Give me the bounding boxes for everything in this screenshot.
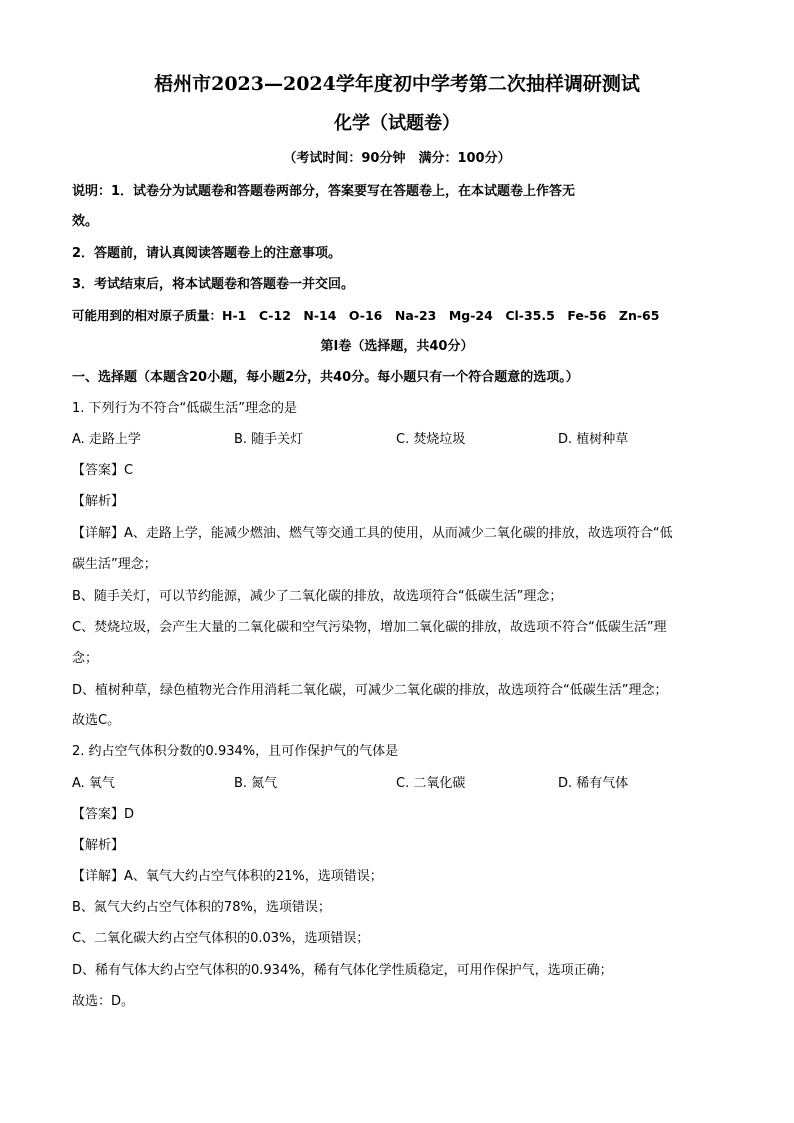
question-1-conclusion: 故选C。 bbox=[72, 713, 121, 728]
section-title: 第Ⅰ卷（选择题，共40分） bbox=[320, 339, 474, 354]
question-1-option-a: A. 走路上学 bbox=[72, 432, 141, 447]
question-2-option-c: C. 二氧化碳 bbox=[396, 776, 466, 791]
question-2-detail-line: C、二氧化碳大约占空气体积的0.03%，选项错误； bbox=[72, 931, 370, 946]
question-1-detail-line: 碳生活”理念； bbox=[72, 557, 157, 572]
question-2-detail-line: B、氮气大约占空气体积的78%，选项错误； bbox=[72, 900, 331, 915]
question-1-analysis-label: 【解析】 bbox=[72, 494, 125, 509]
document-title: 梧州市2023—2024学年度初中学考第二次抽样调研测试 bbox=[154, 73, 640, 95]
question-2-option-d: D. 稀有气体 bbox=[558, 776, 629, 791]
question-2-stem: 2. 约占空气体积分数的0.934%，且可作保护气的气体是 bbox=[72, 744, 399, 759]
question-2-answer: 【答案】D bbox=[72, 807, 135, 822]
instruction-line-1-cont: 效。 bbox=[72, 214, 99, 229]
instruction-line-1: 说明：1．试卷分为试题卷和答题卷两部分，答案要写在答题卷上，在本试题卷上作答无 bbox=[72, 184, 576, 199]
document-subtitle: 化学（试题卷） bbox=[334, 113, 460, 134]
question-2-option-b: B. 氮气 bbox=[234, 776, 278, 791]
question-2-detail-line: 【详解】A、氧气大约占空气体积的21%，选项错误； bbox=[72, 869, 383, 884]
question-1-option-b: B. 随手关灯 bbox=[234, 432, 304, 447]
instruction-line-2: 2．答题前，请认真阅读答题卷上的注意事项。 bbox=[72, 246, 342, 261]
instruction-line-3: 3．考试结束后，将本试题卷和答题卷一并交回。 bbox=[72, 277, 355, 292]
question-1-option-d: D. 植树种草 bbox=[558, 432, 629, 447]
question-2-option-a: A. 氧气 bbox=[72, 776, 115, 791]
atomic-masses: 可能用到的相对原子质量：H-1 C-12 N-14 O-16 Na-23 Mg-24 Cl-35.5 Fe-56 Zn-65 bbox=[72, 308, 660, 323]
question-1-detail-line: 【详解】A、走路上学，能减少燃油、燃气等交通工具的使用，从而减少二氧化碳的排放，故选项符合“低 bbox=[72, 526, 673, 541]
question-1-answer: 【答案】C bbox=[72, 463, 134, 478]
question-2-conclusion: 故选：D。 bbox=[72, 994, 135, 1009]
question-1-stem: 1. 下列行为不符合“低碳生活”理念的是 bbox=[72, 401, 298, 416]
question-1-detail-line: 念； bbox=[72, 651, 99, 666]
question-2-detail-line: D、稀有气体大约占空气体积的0.934%，稀有气体化学性质稳定，可用作保护气，选项正确； bbox=[72, 963, 613, 978]
question-1-detail-line: D、植树种草，绿色植物光合作用消耗二氧化碳，可减少二氧化碳的排放，故选项符合“低碳生活”理念； bbox=[72, 683, 668, 698]
question-2-analysis-label: 【解析】 bbox=[72, 838, 125, 853]
exam-info: （考试时间：90分钟 满分：100分） bbox=[283, 151, 511, 166]
part-heading: 一、选择题（本题含20小题，每小题2分，共40分。每小题只有一个符合题意的选项。） bbox=[72, 370, 579, 385]
question-1-detail-line: C、焚烧垃圾，会产生大量的二氧化碳和空气污染物，增加二氧化碳的排放，故选项不符合“低碳生活”理 bbox=[72, 620, 667, 635]
question-1-option-c: C. 焚烧垃圾 bbox=[396, 432, 466, 447]
question-1-detail-line: B、随手关灯，可以节约能源，减少了二氧化碳的排放，故选项符合“低碳生活”理念； bbox=[72, 589, 563, 604]
